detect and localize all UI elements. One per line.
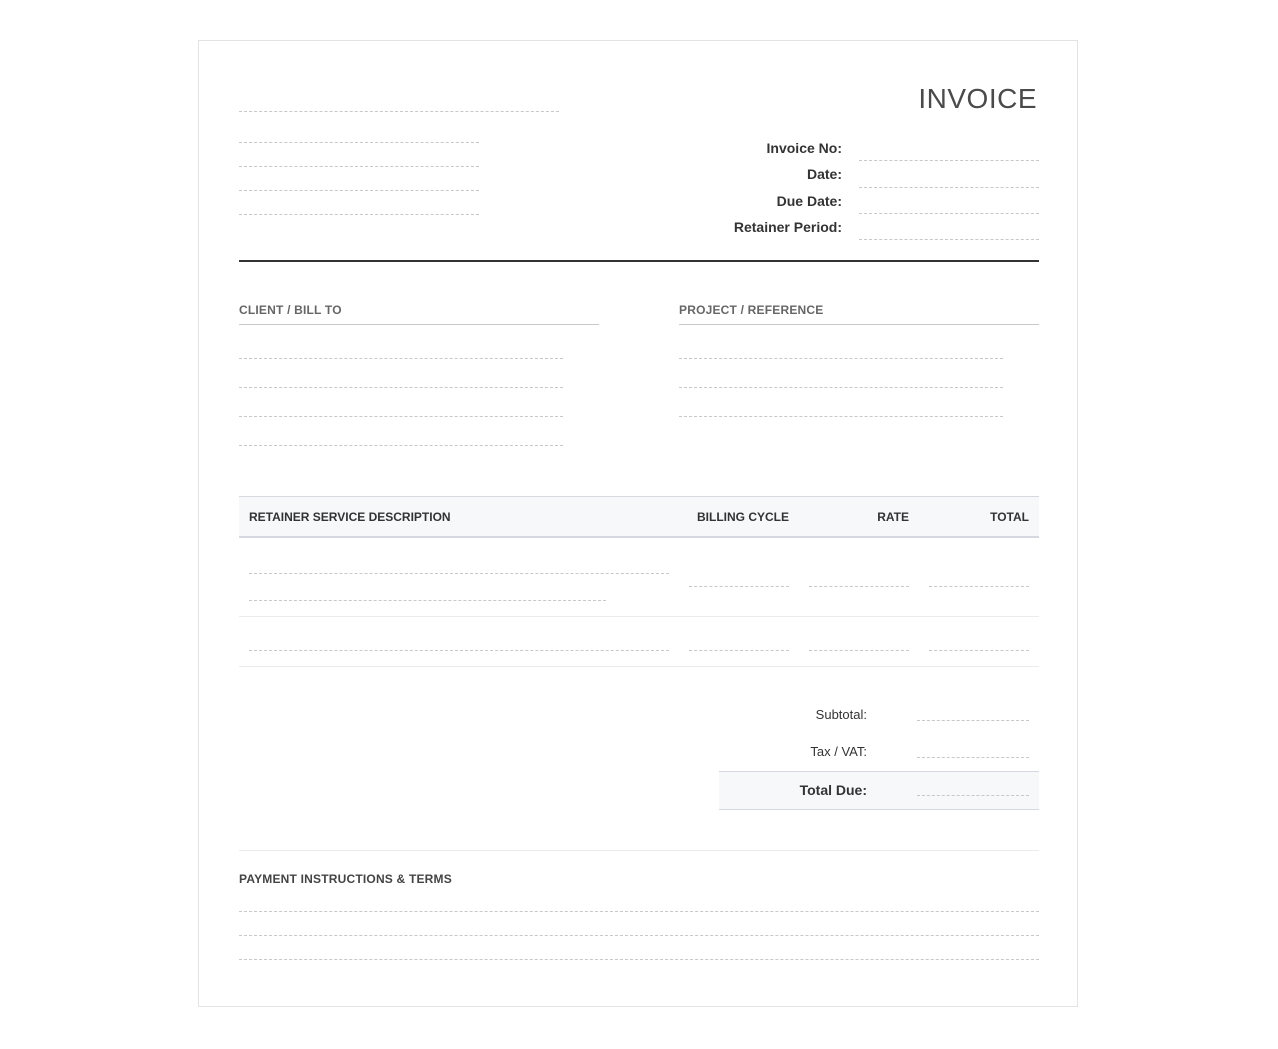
project-line-3[interactable]: [679, 416, 1003, 417]
col-billing-cycle: BILLING CYCLE: [697, 510, 789, 524]
project-line-1[interactable]: [679, 358, 1003, 359]
invoice-no-label: Invoice No:: [766, 140, 842, 156]
header-divider: [239, 260, 1039, 262]
row2-rate[interactable]: [809, 650, 909, 651]
total-due-label: Total Due:: [799, 782, 867, 798]
subtotal-field[interactable]: [917, 720, 1029, 721]
date-field[interactable]: [859, 187, 1039, 188]
payment-section-title: PAYMENT INSTRUCTIONS & TERMS: [239, 872, 452, 886]
project-section-title: PROJECT / REFERENCE: [679, 303, 824, 317]
invoice-sheet: [198, 40, 1078, 1007]
row2-rule: [239, 666, 1039, 667]
client-section-title: CLIENT / BILL TO: [239, 303, 342, 317]
tax-field[interactable]: [917, 757, 1029, 758]
subtotal-label: Subtotal:: [815, 707, 867, 722]
service-table-header: [239, 496, 1039, 538]
invoice-no-field[interactable]: [859, 160, 1039, 161]
row2-total[interactable]: [929, 650, 1029, 651]
col-rate: RATE: [877, 510, 909, 524]
client-line-3[interactable]: [239, 416, 563, 417]
retainer-period-label: Retainer Period:: [733, 219, 842, 235]
row2-billing-cycle[interactable]: [689, 650, 789, 651]
row1-rule: [239, 616, 1039, 617]
company-address-line-3[interactable]: [239, 190, 479, 191]
payment-divider: [239, 850, 1039, 851]
client-line-1[interactable]: [239, 358, 563, 359]
company-address-line-4[interactable]: [239, 214, 479, 215]
row1-description-line-2[interactable]: [249, 600, 606, 601]
company-name-line[interactable]: [239, 111, 559, 112]
due-date-label: Due Date:: [776, 193, 842, 209]
payment-line-2[interactable]: [239, 935, 1039, 936]
total-due-field[interactable]: [917, 795, 1029, 796]
row1-billing-cycle[interactable]: [689, 586, 789, 587]
client-section-rule: [239, 324, 599, 325]
due-date-field[interactable]: [859, 213, 1039, 214]
invoice-title: INVOICE: [918, 83, 1037, 114]
client-line-2[interactable]: [239, 387, 563, 388]
col-total: TOTAL: [990, 510, 1029, 524]
row2-description[interactable]: [249, 650, 669, 651]
tax-label: Tax / VAT:: [810, 744, 867, 759]
row1-rate[interactable]: [809, 586, 909, 587]
company-address-line-1[interactable]: [239, 142, 479, 143]
payment-line-1[interactable]: [239, 911, 1039, 912]
project-line-2[interactable]: [679, 387, 1003, 388]
row1-description-line-1[interactable]: [249, 573, 669, 574]
project-section-rule: [679, 324, 1039, 325]
retainer-period-field[interactable]: [859, 239, 1039, 240]
total-due-row: [719, 771, 1039, 810]
row1-total[interactable]: [929, 586, 1029, 587]
payment-line-3[interactable]: [239, 959, 1039, 960]
date-label: Date:: [806, 166, 842, 182]
client-line-4[interactable]: [239, 445, 563, 446]
company-address-line-2[interactable]: [239, 166, 479, 167]
col-description: RETAINER SERVICE DESCRIPTION: [249, 510, 451, 524]
